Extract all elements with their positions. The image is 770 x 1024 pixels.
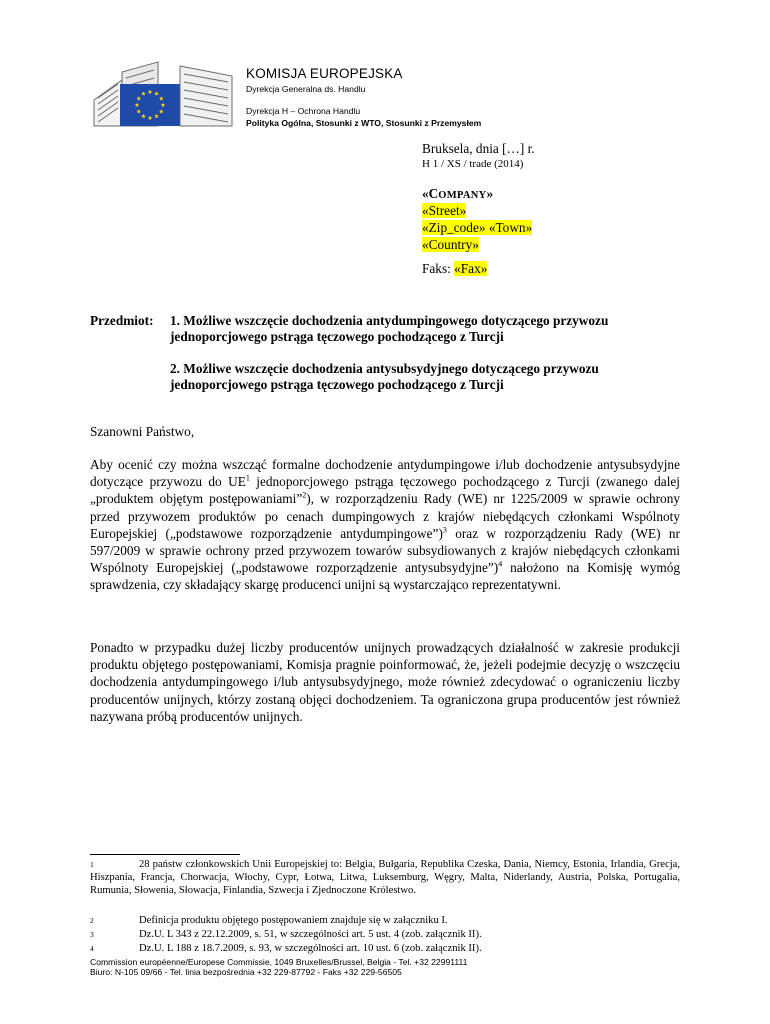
directorate: Dyrekcja H – Ochrona Handlu (246, 106, 361, 116)
footnote-text: Definicja produktu objętego postępowaniem znajduje się w załączniku I. (139, 915, 448, 926)
street-value: «Street» (422, 203, 467, 218)
paragraph-1 (90, 456, 680, 594)
zip-town-placeholder (422, 219, 532, 236)
footnote-mark: 2 (90, 916, 94, 925)
p1-part-b: jednoporcjowego pstrąga tęczowego pochodzącego z Turcji (zwanego dalej „produktem objętym postępowaniami” (90, 474, 681, 507)
directorate-general: Dyrekcja Generalna ds. Handlu (246, 84, 366, 94)
p1-part-c: ), w rozporządzeniu Rady (WE) nr 1225/2009 w sprawie ochrony przed przywozem produktów po cenach dumpingowych z krajów niebędących członkami Wspólnoty Europejskiej („podstawowe rozporządzenie antydumpingowe”) (90, 491, 680, 541)
fax-line (422, 260, 487, 277)
subject-item-1: 1. Możliwe wszczęcie dochodzenia antydumpingowego dotyczącego przywozu jednoporcjowego pstrąga tęczowego pochodzącego z Turcji (170, 313, 609, 344)
footnote-4 (90, 942, 680, 955)
greeting: Szanowni Państwo, (90, 424, 195, 439)
european-commission-logo (92, 60, 234, 128)
footnote-2 (90, 914, 680, 927)
footnote-mark: 3 (90, 930, 94, 939)
p1-part-a: Aby ocenić czy można wszcząć formalne dochodzenie antydumpingowe i/lub dochodzenie antysubsydyjne dotyczące przywozu do UE (90, 457, 680, 490)
footnote-separator (90, 854, 240, 855)
p1-part-d: oraz w rozporządzeniu Rady (WE) nr 597/2009 w sprawie ochrony przed przywozem towarów subsydiowanych z krajów niebędących członkami Wspólnoty Europejskiej („podstawowe rozporządzenie antysubsydyjne”) (90, 525, 680, 576)
footnote-mark: 1 (90, 860, 94, 869)
paragraph-2: Ponadto w przypadku dużej liczby producentów unijnych prowadzących działalność w zakresie produkcji produktu objętego postępowaniami, Komisja pragnie poinformować, że, jeżeli podejmie decyzję o wszczęciu dochodzenia antydumpingowego i/lub antysubsydyjnego, może również zdecydować o ograniczeniu liczby producentów unijnych, którzy zostaną objęci dochodzeniem. Ta ograniczona grupa producentów jest również nazywana próbą producentów unijnych. (90, 640, 680, 724)
company-close: » (486, 186, 494, 201)
footnote-3 (90, 928, 680, 941)
policy-unit: Polityka Ogólna, Stosunki z WTO, Stosunki z Przemysłem (246, 118, 482, 128)
p1-part-e: nałożono na Komisję wymóg sprawdzenia, czy składający skargę producenci unijni są wystarczająco reprezentatywni. (90, 560, 680, 593)
subject-item-2: 2. Możliwe wszczęcie dochodzenia antysubsydyjnego dotyczącego przywozu jednoporcjowego pstrąga tęczowego pochodzącego z Turcji (170, 361, 599, 392)
footnote-1 (90, 858, 680, 898)
footer-contact: Biuro: N-105 09/66 - Tel. linia bezpośrednia +32 229-87792 - Faks +32 229-56505 (90, 967, 402, 977)
footnote-ref-3: 3 (442, 525, 447, 535)
commission-title: KOMISJA EUROPEJSKA (246, 66, 403, 81)
footnote-text: Dz.U. L 188 z 18.7.2009, s. 93, w szczególności art. 10 ust. 6 (zob. załącznik II). (139, 943, 482, 954)
fax-value: «Fax» (454, 261, 488, 276)
letter-date: Bruksela, dnia […] r. (422, 141, 535, 156)
footnote-text: Dz.U. L 343 z 22.12.2009, s. 51, w szczególności art. 5 ust. 4 (zob. załącznik II). (139, 929, 482, 940)
company-open: « (422, 186, 429, 201)
subject-label: Przedmiot: (90, 313, 154, 328)
footnote-ref-4: 4 (498, 559, 503, 569)
company-rest: OMPANY (438, 190, 487, 201)
footnote-ref-2: 2 (302, 490, 307, 500)
footer-address: Commission européenne/Europese Commissie, 1049 Bruxelles/Brussel, Belgia - Tel. +32 22991111 (90, 957, 468, 967)
footnote-mark: 4 (90, 944, 94, 953)
footnote-ref-1: 1 (245, 473, 250, 483)
letter-reference: H 1 / XS / trade (2014) (422, 158, 524, 170)
footnote-text: 28 państw członkowskich Unii Europejskiej to: Belgia, Bułgaria, Republika Czeska, Dania, Niemcy, Estonia, Irlandia, Grecja, Hiszpania, Francja, Chorwacja, Włochy, Cypr, Łotwa, Litwa, Luksemburg, Węgry, Malta, Niderlandy, Austria, Polska, Portugalia, Rumunia, Słowenia, Słowacja, Finlandia, Szwecja i Zjednoczone Królestwo. (90, 859, 680, 897)
country-value: «Country» (422, 237, 479, 252)
street-placeholder (422, 202, 466, 219)
country-placeholder (422, 236, 479, 253)
company-initial: C (428, 186, 439, 201)
fax-label: Faks: (422, 261, 455, 276)
zip-town-value: «Zip_code» «Town» (422, 220, 533, 235)
